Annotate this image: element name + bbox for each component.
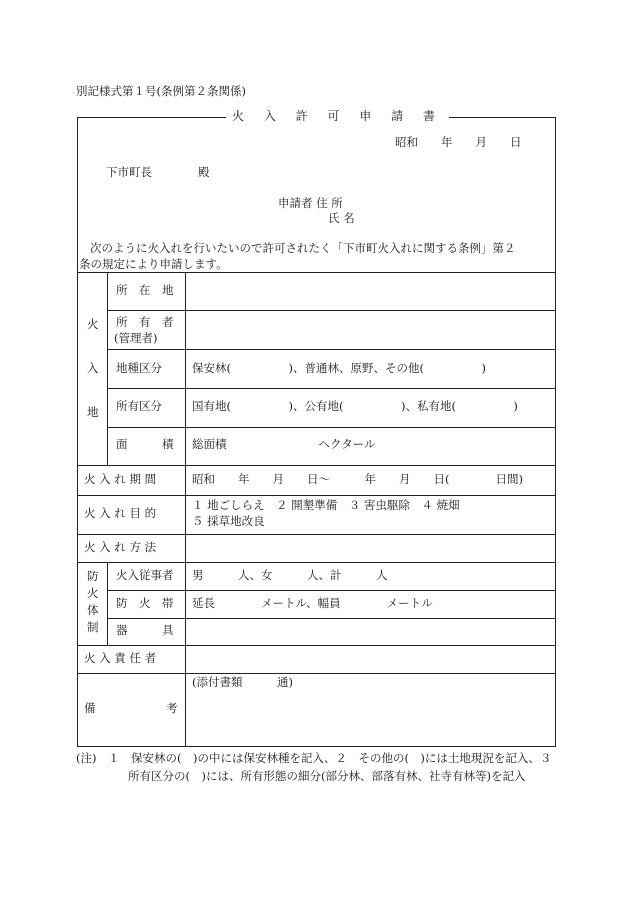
area-value: 総面積 ヘクタール [192,437,376,451]
prevention-char-4: 制 [87,620,99,634]
owner-sub-label: (管理者) [114,331,158,345]
prevention-char-2: 火 [87,586,99,600]
area-label: 面 積 [116,437,174,451]
workers-value: 男 人、女 人、計 人 [192,568,388,582]
location-label: 所 在 地 [116,283,174,297]
frame-right [555,117,556,746]
purpose-line-2: ５ 採草地改良 [192,514,265,528]
row-line [77,465,555,466]
row-line [77,562,555,563]
responsible-label: 火 入 責 任 者 [84,651,157,665]
ownership-label: 所有区分 [116,399,162,413]
row-line [77,534,555,535]
land-type-value: 保安林( )、普通林、原野、その他( ) [192,361,486,375]
fire-land-char-2: 入 [87,361,99,375]
firebreak-label: 防 火 帯 [116,596,174,610]
purpose-line-1: １ 地ごしらえ ２ 開墾準備 ３ 害虫駆除 ４ 焼畑 [192,498,460,512]
prevention-char-1: 防 [87,569,99,583]
fire-land-char-3: 地 [87,405,99,419]
remarks-label-right: 考 [166,701,178,715]
remarks-value: (添付書類 通) [192,675,293,689]
date-line: 昭和 年 月 日 [395,135,522,149]
row-line [77,673,555,674]
firebreak-value: 延長 メートル、幅員 メートル [192,596,433,610]
period-label: 火 入 れ 期 間 [84,472,157,486]
row-line [107,349,555,350]
remarks-label-left: 備 [84,701,96,715]
row-line [107,427,555,428]
ownership-value: 国有地( )、公有地( )、私有地( ) [192,399,518,413]
row-line [107,590,555,591]
row-line [107,310,555,311]
col-line-group-fire-land [107,272,108,465]
col-line-group-prevention [107,562,108,645]
land-type-label: 地種区分 [116,361,162,375]
applicant-address-label: 申請者 住 所 [278,196,343,210]
row-line [77,272,555,273]
owner-label: 所 有 者 [116,315,174,329]
note-line-2: 所有区分の( )には、所有形態の細分(部分林、部落有林、社寺有林等)を記入 [128,769,526,783]
row-line [107,618,555,619]
workers-label: 火入従事者 [116,568,174,582]
addressee: 下市町長 殿 [106,165,210,179]
intro-line-2: 条の規定により申請します。 [79,257,228,271]
note-line-1: (注) １ 保安林の( )の中には保安林種を記入、２ その他の( )には土地現況を記入、３ [76,751,552,765]
intro-line-1: 次のように火入れを行いたいので許可されたく「下市町火入れに関する条例」第２ [90,241,516,255]
form-title: 火 入 許 可 申 請 書 [226,110,449,122]
applicant-name-label: 氏 名 [328,211,355,225]
prevention-char-3: 体 [87,603,99,617]
fire-land-char-1: 火 [87,317,99,331]
row-line [77,645,555,646]
frame-bottom [77,746,556,747]
equipment-label: 器 具 [116,623,174,637]
period-value: 昭和 年 月 日〜 年 月 日( 日間) [192,472,523,486]
row-line [77,495,555,496]
col-line-label [185,272,186,746]
method-label: 火 入 れ 方 法 [84,540,157,554]
purpose-label: 火 入 れ 目 的 [84,506,157,520]
form-label: 別記様式第１号(条例第２条関係) [76,84,246,98]
row-line [107,388,555,389]
frame-left [77,117,78,746]
